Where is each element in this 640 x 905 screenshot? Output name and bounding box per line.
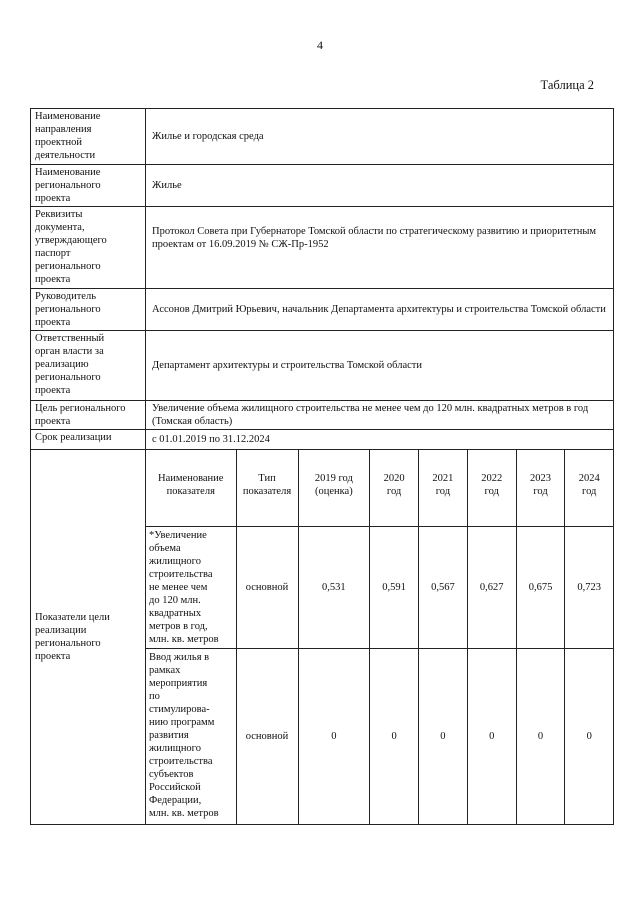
table-row: [31, 289, 614, 331]
table-row: [31, 165, 614, 207]
row-label: Руководитель регионального проекта: [31, 289, 146, 331]
table-row: [31, 331, 614, 401]
header-year: 2020 год: [370, 450, 419, 526]
row-label: Реквизиты документа, утверждающего паспорт регионального проекта: [31, 207, 146, 289]
indicator-value: 0: [298, 648, 370, 824]
indicator-value: 0: [419, 648, 468, 824]
row-label: Цель регионального проекта: [31, 401, 146, 430]
indicator-value: 0,723: [565, 526, 613, 648]
indicator-value: 0,567: [419, 526, 468, 648]
row-value: с 01.01.2019 по 31.12.2024: [146, 430, 614, 450]
row-label: Наименование направления проектной деятельности: [31, 109, 146, 165]
indicator-type: основной: [236, 526, 298, 648]
indicator-value: 0,591: [370, 526, 419, 648]
table-caption: Таблица 2: [540, 78, 594, 92]
row-value: Ассонов Дмитрий Юрьевич, начальник Департамента архитектуры и строительства Томской области: [146, 289, 614, 331]
header-year: 2019 год (оценка): [298, 450, 370, 526]
indicator-value: 0: [370, 648, 419, 824]
indicator-type: основной: [236, 648, 298, 824]
row-value: Жилье: [146, 165, 614, 207]
page-number: 4: [317, 38, 323, 52]
indicators-label: Показатели цели реализации регионального проекта: [31, 450, 146, 824]
header-year: 2024 год: [565, 450, 613, 526]
table-row: [31, 207, 614, 289]
table-row: [146, 526, 613, 648]
table-row: [31, 109, 614, 165]
table-row: [31, 430, 614, 450]
row-value: Департамент архитектуры и строительства Томской области: [146, 331, 614, 401]
project-passport-table: [30, 108, 614, 825]
row-value: Увеличение объема жилищного строительства не менее чем до 120 млн. квадратных метров в год (Томская область): [146, 401, 614, 430]
header-year: 2021 год: [419, 450, 468, 526]
row-value: Протокол Совета при Губернаторе Томской области по стратегическому развитию и приоритетным проектам от 16.09.2019 № СЖ-Пр-1952: [146, 207, 614, 289]
indicator-value: 0,627: [467, 526, 516, 648]
indicator-name: *Увеличение объема жилищного строительства не менее чем до 120 млн. квадратных метров в год, млн. кв. метров: [146, 526, 236, 648]
header-year: 2022 год: [467, 450, 516, 526]
table-row: [31, 401, 614, 430]
table-row: [31, 450, 614, 825]
indicators-table: [146, 450, 613, 824]
header-indicator-type: Тип показателя: [236, 450, 298, 526]
indicator-value: 0: [565, 648, 613, 824]
indicator-value: 0: [467, 648, 516, 824]
header-indicator-name: Наименование показателя: [146, 450, 236, 526]
row-label: Наименование регионального проекта: [31, 165, 146, 207]
table-row: [146, 648, 613, 824]
indicator-value: 0,675: [516, 526, 565, 648]
indicators-cell: [31, 450, 614, 825]
row-label: Ответственный орган власти за реализацию регионального проекта: [31, 331, 146, 401]
header-year: 2023 год: [516, 450, 565, 526]
row-value: Жилье и городская среда: [146, 109, 614, 165]
row-label: Срок реализации: [31, 430, 146, 450]
indicator-value: 0: [516, 648, 565, 824]
indicator-name: Ввод жилья в рамках мероприятия по стимулирова- нию программ развития жилищного строительства субъектов Российской Федерации, млн. кв. метров: [146, 648, 236, 824]
indicator-value: 0,531: [298, 526, 370, 648]
